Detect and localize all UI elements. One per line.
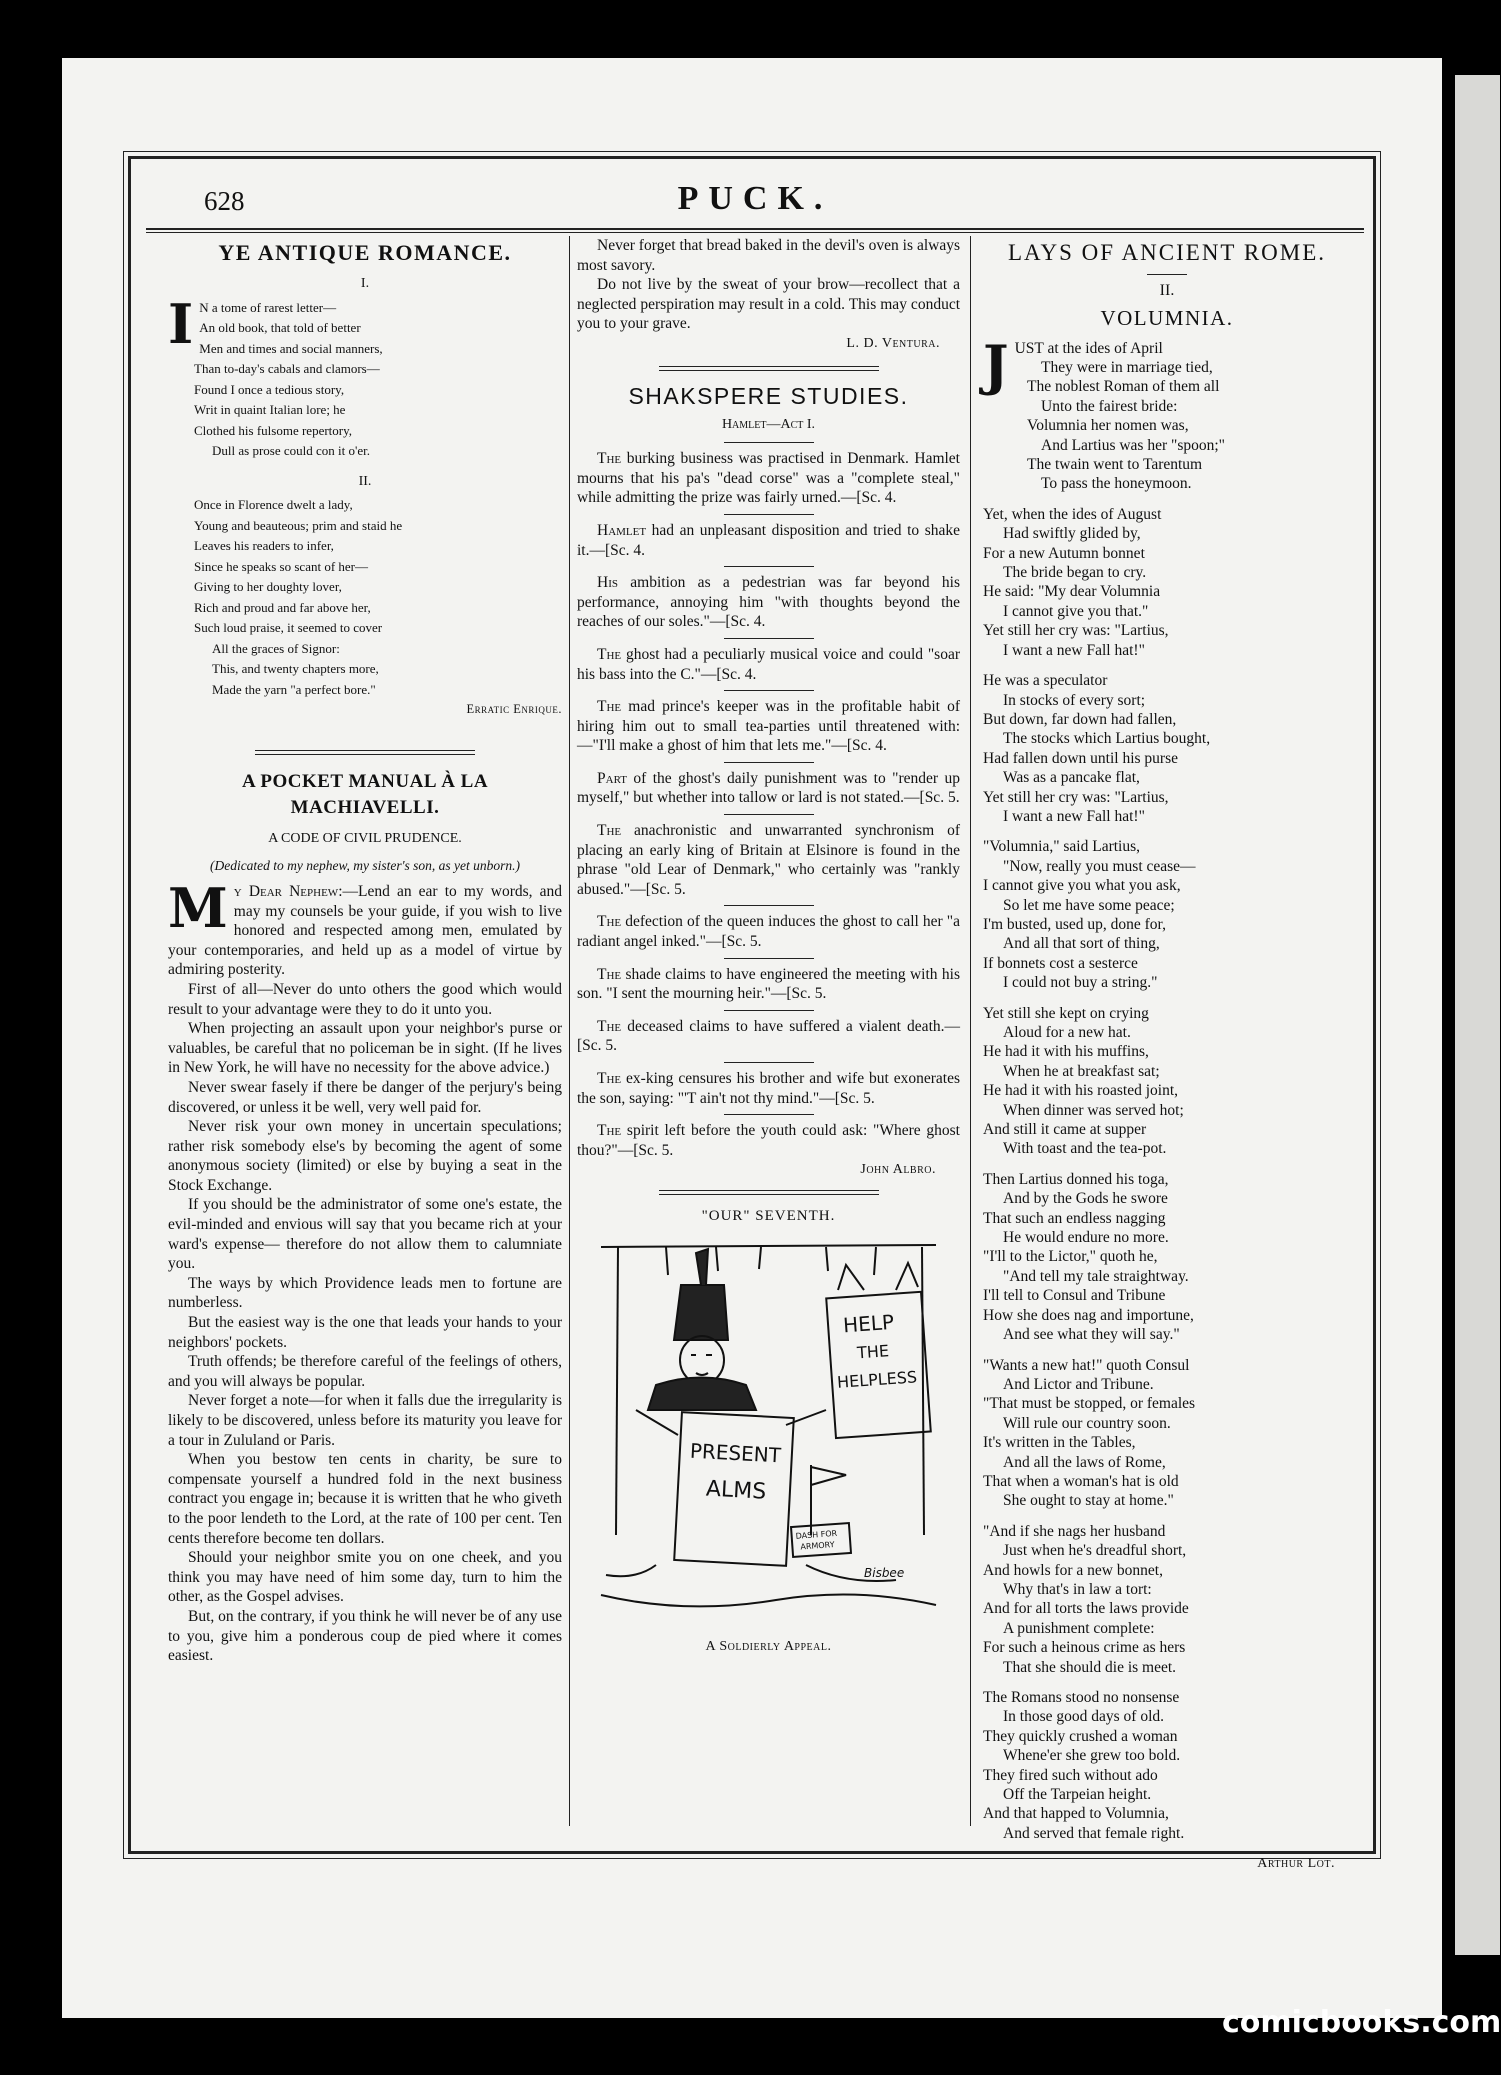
poem-line: Made the yarn "a perfect bore." — [212, 681, 376, 697]
poem-line: For a new Autumn bonnet — [983, 544, 1145, 562]
manual-paragraph: Never risk your own money in uncertain speculations; rather risk somebody else's by becoming the agent of some anonymous society (limited) or else by buying a seat in the Stock Exchange. — [168, 1118, 562, 1194]
poem-line: Had fallen down until his purse — [983, 749, 1179, 767]
shakspere-item — [577, 965, 960, 1004]
poem-line: I want a new Fall hat!" — [1003, 641, 1145, 659]
poem-line: "Now, really you must cease— — [1003, 857, 1196, 875]
item-rule — [724, 1062, 814, 1063]
poem-line: I'm busted, used up, done for, — [983, 915, 1166, 933]
poem-line: When dinner was served hot; — [1003, 1101, 1184, 1119]
poem-line: That when a woman's hat is old — [983, 1472, 1179, 1490]
item-text: mad prince's keeper was in the profitable habit of hiring him out to small tea-parties until threatened with:—"I'll make a ghost of him that lets me."—[Sc. 4. — [577, 698, 960, 755]
poem-line: And all the laws of Rome, — [1003, 1453, 1166, 1471]
poem-line: They quickly crushed a woman — [983, 1727, 1178, 1745]
item-text: of the ghost's daily punishment was to "render up myself," but whether into tallow or lard is not stated.—[Sc. 5. — [577, 769, 960, 807]
lead-word: The — [597, 1070, 622, 1087]
poem-line: Found I once a tedious story, — [194, 381, 345, 397]
column-divider — [970, 236, 971, 1826]
column-left — [168, 236, 562, 1826]
lead-word: The — [597, 965, 622, 983]
manual-paragraph: If you should be the administrator of some one's estate, the evil-minded and envious will say that you became rich at your ward's expense— therefore do not allow them to calumniate you. — [168, 1196, 562, 1273]
stanza — [983, 1522, 1351, 1677]
poem-line: He said: "My dear Volumnia — [983, 583, 1161, 601]
poem-line: In those good days of old. — [1003, 1708, 1165, 1726]
manual-paragraph: Never swear fasely if there be danger of the perjury's being discovered, or unless it be well, very well paid for. — [168, 1078, 562, 1116]
poem-line: The bride began to cry. — [1003, 564, 1147, 582]
poem-line: Unto the fairest bride: — [1041, 397, 1178, 415]
lays-numeral: II. — [1159, 282, 1175, 299]
drop-cap: J — [983, 332, 1009, 397]
manual-paragraph: The ways by which Providence leads men to fortune are numberless. — [168, 1274, 562, 1312]
poem-line: Will rule our country soon. — [1003, 1414, 1171, 1432]
item-text: spirit left before the youth could ask: "Where ghost thou?"—[Sc. 5. — [577, 1122, 960, 1159]
poem-line: If bonnets cost a sesterce — [983, 954, 1138, 972]
poem-line: He had it with his muffins, — [983, 1043, 1149, 1061]
item-text: ambition as a pedestrian was far beyond his performance, annoying him "with thoughts beyond the reaches of our soles."—[Sc. 4. — [577, 574, 960, 631]
poem-line: And served that female right. — [1003, 1824, 1185, 1842]
shakspere-item — [577, 697, 960, 756]
lead-word: The — [597, 450, 622, 468]
poem-line: They were in marriage tied, — [1041, 359, 1213, 376]
stanza — [983, 1170, 1351, 1345]
lead-word: Hamlet — [597, 521, 647, 539]
poem-line: I cannot give you that." — [1003, 602, 1149, 620]
item-text: shade claims to have engineered the meeting with his son. "I sent the mourning heir."—[Sc. 5. — [577, 965, 960, 1003]
lays-subtitle: VOLUMNIA. — [1100, 305, 1234, 330]
shakspere-item — [577, 573, 960, 632]
romance-title: YE ANTIQUE ROMANCE. — [218, 240, 512, 265]
poem-line: Since he speaks so scant of her— — [194, 558, 369, 574]
poem-line: "Volumnia," said Lartius, — [983, 838, 1141, 856]
poem-line: He had it with his roasted joint, — [983, 1082, 1179, 1100]
salutation: y Dear Nephew: — [233, 882, 343, 900]
poem-line: The noblest Roman of them all — [1027, 378, 1220, 396]
poem-line: Whene'er she grew too bold. — [1003, 1747, 1181, 1765]
poem-line: I'll tell to Consul and Tribune — [983, 1287, 1166, 1305]
romance-signature: Erratic Enrique. — [466, 702, 562, 717]
item-rule — [724, 905, 814, 906]
drop-cap: M — [168, 875, 228, 940]
page-number: 628 — [204, 186, 245, 216]
board-text: PRESENT — [689, 1438, 782, 1467]
poem-line: UST at the ides of April — [1014, 339, 1163, 357]
poem-line: He would endure no more. — [1003, 1229, 1169, 1247]
poem-line: Yet, when the ides of August — [983, 505, 1162, 523]
manual-paragraph: Never forget that bread baked in the devil's oven is always most savory. — [577, 237, 960, 274]
stanza — [983, 837, 1351, 992]
poem-line: And Lictor and Tribune. — [1003, 1375, 1154, 1393]
manual-paragraph: Never forget a note—for when it falls due the irregularity is likely to be discovered, unless before its maturity you leave for a tour in Zululand or Paris. — [168, 1392, 562, 1449]
poem-line: And all that sort of thing, — [1003, 935, 1160, 953]
shakspere-items — [577, 449, 960, 1160]
poem-line: "I'll to the Lictor," quoth he, — [983, 1248, 1158, 1266]
poem-line: This, and twenty chapters more, — [212, 661, 379, 677]
item-text: had an unpleasant disposition and tried to shake it.—[Sc. 4. — [577, 521, 960, 559]
column-middle — [577, 236, 960, 1826]
poem-line: Just when he's dreadful short, — [1003, 1542, 1187, 1560]
column-divider — [569, 236, 570, 1826]
poem-line: An old book, that told of better — [199, 320, 361, 336]
poem-line: "Wants a new hat!" quoth Consul — [983, 1356, 1190, 1374]
poem-line: And that happed to Volumnia, — [983, 1805, 1169, 1823]
item-rule — [724, 514, 814, 515]
lays-signature: Arthur Lot. — [1257, 1856, 1335, 1872]
poem-line: How she does nag and importune, — [983, 1306, 1194, 1324]
poem-line: And by the Gods he swore — [1003, 1190, 1168, 1208]
item-rule — [724, 1114, 814, 1115]
poem-line: A punishment complete: — [1003, 1619, 1155, 1637]
poem-line: Then Lartius donned his toga, — [983, 1170, 1169, 1188]
romance-part2 — [168, 495, 562, 700]
left-post — [616, 1247, 618, 1535]
shakspere-title: SHAKSPERE STUDIES. — [628, 382, 909, 409]
poem-line: They fired such without ado — [983, 1766, 1158, 1784]
poem-line: Once in Florence dwelt a lady, — [194, 497, 353, 513]
poem-line: Yet still she kept on crying — [983, 1004, 1149, 1022]
poem-line: Men and times and social manners, — [199, 340, 383, 356]
shakspere-signature: John Albro. — [860, 1162, 936, 1178]
item-rule — [724, 762, 814, 763]
lead-word: His — [597, 574, 618, 592]
poem-line: "And if she nags her husband — [983, 1522, 1166, 1540]
stanza — [983, 1004, 1351, 1159]
poem-line: And still it came at supper — [983, 1121, 1147, 1139]
poem-line: Than to-day's cabals and clamors— — [194, 361, 380, 377]
poem-line: She ought to stay at home." — [1003, 1492, 1174, 1510]
poem-line: The stocks which Lartius bought, — [1003, 730, 1211, 748]
epaulettes — [648, 1377, 756, 1410]
romance-part2-numeral: II. — [358, 473, 372, 489]
sign-text: HELP — [842, 1309, 895, 1337]
section-rule — [255, 750, 475, 755]
shakspere-item — [577, 1121, 960, 1160]
manual-paragraph: But, on the contrary, if you think he will never be of any use to you, give him a ponderous coup de pied where it comes easiest. — [168, 1607, 562, 1665]
item-text: defection of the queen induces the ghost to call her "a radiant angel inked."—[Sc. 5. — [577, 913, 960, 951]
manual-paragraph: Should your neighbor smite you on one cheek, and you think you may have need of him some day, turn to him the other, as the Gospel advises. — [168, 1549, 562, 1606]
poem-line: That she should die is meet. — [1003, 1658, 1177, 1676]
lays-title: LAYS OF ANCIENT ROME. — [1007, 240, 1327, 265]
sign-text: THE — [856, 1340, 890, 1362]
box-text: DASH FOR — [795, 1528, 838, 1541]
poem-line: All the graces of Signor: — [212, 640, 340, 656]
manual-title: A POCKET MANUAL À LA MACHIAVELLI. — [241, 770, 489, 818]
poem-line: Yet still her cry was: "Lartius, — [983, 788, 1169, 806]
adjacent-page-edge — [1455, 75, 1500, 1955]
poem-line: Leaves his readers to infer, — [194, 538, 334, 554]
poem-line: Dull as prose could con it o'er. — [212, 443, 370, 459]
poem-line: Young and beauteous; prim and staid he — [194, 517, 403, 533]
item-text: deceased claims to have suffered a vialent death.—[Sc. 5. — [577, 1017, 960, 1055]
poem-line: Off the Tarpeian height. — [1003, 1786, 1152, 1804]
cartoon-caption: A Soldierly Appeal. — [705, 1638, 832, 1654]
poem-line: Volumnia her nomen was, — [1027, 417, 1189, 435]
section-rule — [659, 366, 879, 371]
poem-line: Such loud praise, it seemed to cover — [194, 620, 383, 636]
poem-line: I could not buy a string." — [1003, 974, 1158, 992]
item-rule — [724, 638, 814, 639]
romance-part1-numeral: I. — [360, 276, 370, 291]
item-rule — [724, 1010, 814, 1011]
poem-line: N a tome of rarest letter— — [199, 299, 337, 315]
shakspere-item — [577, 821, 960, 899]
poem-line: Aloud for a new hat. — [1003, 1024, 1131, 1041]
shakspere-item — [577, 1069, 960, 1108]
lays-poem — [983, 332, 1351, 1844]
item-rule — [724, 814, 814, 815]
poem-line: Had swiftly glided by, — [1003, 525, 1141, 543]
lead-word: The — [597, 913, 622, 931]
poem-line: I cannot give you what you ask, — [983, 877, 1181, 895]
poem-line: And Lartius was her "spoon;" — [1041, 436, 1225, 454]
shakspere-item — [577, 449, 960, 508]
stanza — [983, 505, 1351, 660]
manual-opening-paragraph — [168, 875, 562, 980]
poem-line: Writ in quaint Italian lore; he — [194, 402, 346, 418]
item-rule — [724, 690, 814, 691]
poem-line: So let me have some peace; — [1003, 896, 1175, 914]
stanza — [983, 1688, 1351, 1843]
item-text: ghost had a peculiarly musical voice and could "soar his bass into the C."—[Sc. 4. — [577, 645, 960, 683]
section-rule — [659, 1190, 879, 1195]
item-rule — [724, 958, 814, 959]
poem-line: Giving to her doughty lover, — [194, 579, 342, 595]
poem-line: Yet still her cry was: "Lartius, — [983, 622, 1169, 640]
poem-line: For such a heinous crime as hers — [983, 1639, 1186, 1657]
poem-line: "And tell my tale straightway. — [1003, 1267, 1189, 1285]
stanza — [983, 1356, 1351, 1511]
header-rule — [146, 228, 1364, 233]
manual-paragraph: When you bestow ten cents in charity, be sure to compensate yourself a hundred fold in the next business contract you engage in; because it is written that he who giveth to the poor lendeth to the Lord, at the rate of 100 per cent. Ten cents therefore become ten dollars. — [168, 1451, 562, 1547]
item-text: burking business was practised in Denmark. Hamlet mourns that his pa's "dead corse" was a "complete steal," while admitting the prize was fairly urned.—[Sc. 4. — [577, 450, 960, 507]
manual-paragraph: Truth offends; be therefore careful of the feelings of others, and you will always be popular. — [168, 1353, 562, 1390]
box-text: ARMORY — [800, 1539, 835, 1552]
shako-hat — [674, 1285, 728, 1340]
lead-word: Part — [597, 769, 627, 787]
poem-line: Why that's in law a tort: — [1003, 1580, 1152, 1598]
poem-line: I want a new Fall hat!" — [1003, 807, 1145, 825]
poem-line: In stocks of every sort; — [1003, 691, 1146, 709]
paragraph-text: —Lend an ear to my words, and may my counsels be your guide, if you wish to live honored and respected among men, emulated by your contemporaries, and held up as a model of virtue by admiring posterity. — [168, 882, 562, 979]
cartoon-illustration — [596, 1235, 941, 1633]
stanza — [983, 671, 1351, 826]
poem-line: When he at breakfast sat; — [1003, 1062, 1160, 1080]
manual-paragraph: First of all—Never do unto others the good which would result to your advantage were they to do it unto you. — [168, 980, 562, 1018]
item-text: ex-king censures his brother and wife but exonerates the son, saying: "'T ain't not thy mind."—[Sc. 5. — [577, 1070, 960, 1107]
column-right — [983, 236, 1351, 1872]
poem-line: The Romans stood no nonsense — [983, 1689, 1180, 1706]
lead-word: The — [597, 645, 622, 663]
shakspere-item — [577, 1017, 960, 1056]
manual-paragraph: Do not live by the sweat of your brow—recollect that a neglected perspiration may result in a cold. This may conduct you to your grave. — [577, 276, 960, 333]
lead-word: The — [597, 822, 622, 840]
poem-line: And see what they will say." — [1003, 1326, 1180, 1344]
poem-line: Rich and proud and far above her, — [194, 599, 371, 615]
cartoon-title: "OUR" SEVENTH. — [701, 1207, 836, 1224]
poem-line: Was as a pancake flat, — [1003, 769, 1140, 787]
watermark: comicbooks.com — [1222, 2005, 1501, 2040]
right-post — [922, 1247, 924, 1535]
stanza — [983, 332, 1351, 494]
page-header — [146, 180, 1364, 230]
item-rule — [724, 566, 814, 567]
board-text: ALMS — [705, 1476, 767, 1505]
shakspere-item — [577, 769, 960, 808]
poem-line: But down, far down had fallen, — [983, 710, 1177, 728]
wall-line — [601, 1245, 936, 1247]
manual-subtitle: A CODE OF CIVIL PRUDENCE. — [268, 830, 462, 846]
item-rule — [724, 442, 814, 443]
plume-icon — [696, 1249, 708, 1285]
sign-text: HELPLESS — [836, 1366, 918, 1392]
poem-line: The twain went to Tarentum — [1027, 456, 1203, 474]
shakspere-item — [577, 521, 960, 560]
poem-line: Clothed his fulsome repertory, — [194, 422, 353, 438]
poem-line: That such an endless nagging — [983, 1209, 1166, 1227]
manual-signature: L. D. Ventura. — [846, 335, 940, 351]
poem-line: To pass the honeymoon. — [1041, 475, 1192, 493]
shakspere-item — [577, 912, 960, 951]
item-text: anachronistic and unwarranted synchronism of placing an early king of Britain at Elsinore is found in the phrase "old Lear of Denmark," who certainly was "rankly abused."—[Sc. 5. — [577, 822, 960, 898]
poem-line: And howls for a new bonnet, — [983, 1561, 1163, 1579]
lead-word: The — [597, 698, 622, 716]
romance-part1 — [168, 291, 562, 462]
lead-word: The — [597, 1122, 622, 1140]
masthead: PUCK. — [677, 180, 833, 217]
drop-cap: I — [168, 291, 194, 356]
shakspere-subtitle: Hamlet—Act I. — [721, 416, 816, 432]
poem-line: And for all torts the laws provide — [983, 1600, 1189, 1618]
artist-signature: Bisbee — [864, 1565, 905, 1580]
poem-line: He was a speculator — [983, 672, 1108, 690]
title-rule — [1147, 274, 1187, 275]
lead-word: The — [597, 1017, 622, 1035]
shakspere-item — [577, 645, 960, 684]
poem-line: "That must be stopped, or females — [983, 1395, 1196, 1413]
poem-line: It's written in the Tables, — [983, 1434, 1136, 1452]
manual-paragraph: When projecting an assault upon your neighbor's purse or valuables, be careful that no policeman be in sight. (If he lives in New York, he will have no necessity for the above advice.) — [168, 1020, 562, 1077]
poem-line: With toast and the tea-pot. — [1003, 1140, 1167, 1158]
manual-paragraph: But the easiest way is the one that leads your hands to your neighbors' pockets. — [168, 1314, 562, 1351]
manual-dedication: (Dedicated to my nephew, my sister's son, as yet unborn.) — [209, 858, 521, 874]
